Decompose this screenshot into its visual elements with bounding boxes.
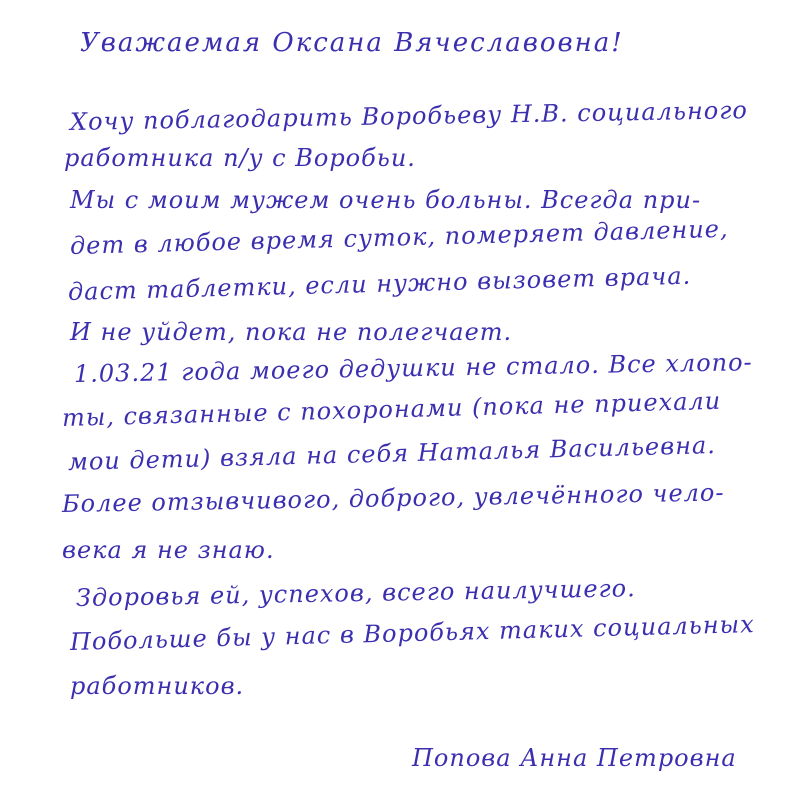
letter-line: работников. xyxy=(70,672,245,700)
letter-line: Побольше бы у нас в Воробьях таких социальных xyxy=(69,610,756,656)
letter-line: 1.03.21 года моего дедушки не стало. Все хлопо- xyxy=(73,348,753,388)
letter-signature: Попова Анна Петровна xyxy=(412,744,737,772)
letter-line: века я не знаю. xyxy=(62,536,275,564)
letter-line: И не уйдет, пока не полегчает. xyxy=(70,318,513,346)
letter-line: Хочу поблагодарить Воробьеву Н.В. социального xyxy=(69,96,749,136)
letter-line: ты, связанные с похоронами (пока не приехали xyxy=(61,386,722,432)
letter-line: Здоровья ей, успехов, всего наилучшего. xyxy=(75,574,636,612)
letter-line: дет в любое время суток, померяет давление, xyxy=(69,214,729,260)
letter-line: Мы с моим мужем очень больны. Всегда при- xyxy=(70,186,702,214)
letter-line: даст таблетки, если нужно вызовет врача. xyxy=(67,261,692,306)
letter-line: Более отзывчивого, доброго, увлечённого чело- xyxy=(61,478,725,518)
letter-greeting: Уважаемая Оксана Вячеславовна! xyxy=(80,28,624,58)
letter-line: мои дети) взяла на себя Наталья Васильевна. xyxy=(67,431,717,476)
letter-line: работника п/у с Воробьи. xyxy=(64,144,416,172)
